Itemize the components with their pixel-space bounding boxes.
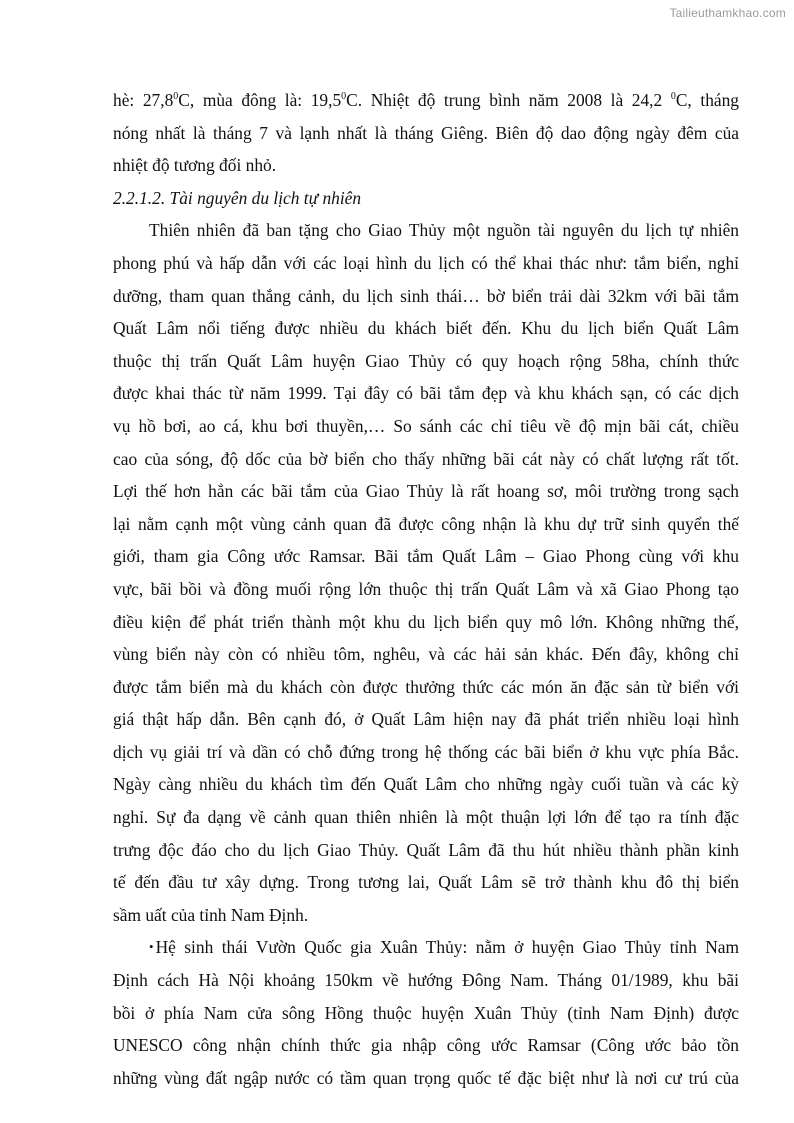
paragraph-line: vùng biển này còn có nhiều tôm, nghêu, và các hải sản khác. Đến đây, không chỉ xyxy=(113,644,739,665)
paragraph-line: điều kiện để phát triển thành một khu du lịch biển quy mô lớn. Không những thế, xyxy=(113,611,739,632)
paragraph-line: Thiên nhiên đã ban tặng cho Giao Thủy một nguồn tài nguyên du lịch tự nhiên xyxy=(149,220,739,241)
paragraph-line: bồi ở phía Nam cửa sông Hồng thuộc huyện Xuân Thủy (tỉnh Nam Định) được xyxy=(113,1002,739,1023)
paragraph-xuan-thuy-park xyxy=(113,931,739,1094)
paragraph-line: thuộc thị trấn Quất Lâm huyện Giao Thủy có quy hoạch rộng 58ha, chính thức xyxy=(113,350,739,371)
intro-line-3: nhiệt độ tương đối nhỏ. xyxy=(113,155,277,176)
intro-line-2: nóng nhất là tháng 7 và lạnh nhất là tháng Giêng. Biên độ dao động ngày đêm của xyxy=(113,122,739,143)
paragraph-line: tế đến đầu tư xây dựng. Trong tương lai, Quất Lâm sẽ trở thành khu đô thị biển xyxy=(113,872,739,893)
paragraph-line: sầm uất của tỉnh Nam Định. xyxy=(113,904,309,925)
bullet-paragraph-line: • Hệ sinh thái Vườn Quốc gia Xuân Thủy: nằm ở huyện Giao Thủy tỉnh Nam xyxy=(113,931,739,964)
paragraph-line: cao của sóng, độ dốc của bờ biển cho thấy những bãi cát này có chất lượng rất tốt. xyxy=(113,448,739,469)
paragraph-line: những vùng đất ngập nước có tầm quan trọng quốc tế đặc biệt như là nơi cư trú của xyxy=(113,1067,739,1088)
paragraph-natural-resources xyxy=(113,214,739,931)
degree-superscript: 0 xyxy=(341,91,347,102)
paragraph-line: được khai thác từ năm 1999. Tại đây có bãi tắm đẹp và khu khách sạn, có các dịch xyxy=(113,383,739,404)
paragraph-line: vụ hồ bơi, ao cá, khu bơi thuyền,… So sánh các chỉ tiêu về độ mịn bãi cát, chiều xyxy=(113,415,739,436)
paragraph-line: UNESCO công nhận chính thức gia nhập công ước Ramsar (Công ước bảo tồn xyxy=(113,1035,739,1056)
degree-superscript: 0 xyxy=(670,91,676,102)
paragraph-line: nghỉ. Sự đa dạng về cảnh quan thiên nhiên là một thuận lợi lớn để tạo ra tính đặc xyxy=(113,807,739,828)
watermark: Tailieuthamkhao.com xyxy=(669,6,786,20)
paragraph-line: trưng độc đáo cho du lịch Giao Thủy. Quất Lâm đã thu hút nhiều thành phần kinh xyxy=(113,839,739,860)
paragraph-line: Ngày càng nhiều du khách tìm đến Quất Lâm cho những ngày cuối tuần và các kỳ xyxy=(113,774,739,795)
paragraph-line: Lợi thế hơn hẳn các bãi tắm của Giao Thủy là rất hoang sơ, môi trường trong sạch xyxy=(113,481,739,502)
paragraph-line: Quất Lâm nổi tiếng được nhiều du khách biết đến. Khu du lịch biển Quất Lâm xyxy=(113,318,739,339)
paragraph-line: Định cách Hà Nội khoảng 150km về hướng Đông Nam. Tháng 01/1989, khu bãi xyxy=(113,970,739,991)
paragraph-line: phong phú và hấp dẫn với các loại hình du lịch có thể khai thác như: tắm biển, nghỉ xyxy=(113,252,739,273)
intro-line-1: hè: 27,8$^0$C, mùa đông là: 19,5$^0$C. Nhiệt độ trung bình năm 2008 là 24,2 $^0$C, tháng xyxy=(113,90,739,110)
paragraph-line: giới, tham gia Công ước Ramsar. Bãi tắm Quất Lâm – Giao Phong cùng với khu xyxy=(113,546,739,567)
paragraph-line: vực, bãi bồi và đồng muối rộng lớn thuộc thị trấn Quất Lâm và xã Giao Phong tạo xyxy=(113,578,739,599)
paragraph-line: giá thật hấp dẫn. Bên cạnh đó, ở Quất Lâm hiện nay đã phát triển nhiều loại hình xyxy=(113,709,739,730)
paragraph-line: dưỡng, tham quan thắng cảnh, du lịch sinh thái… bờ biển trải dài 32km với bãi tắm xyxy=(113,285,739,306)
paragraph-line: được tắm biển mà du khách còn được thưởng thức các món ăn đặc sản từ biển với xyxy=(113,676,739,697)
degree-superscript: 0 xyxy=(173,91,179,102)
section-heading: 2.2.1.2. Tài nguyên du lịch tự nhiên xyxy=(113,187,362,208)
paragraph-line: lại nằm cạnh một vùng cảnh quan đã được công nhận là khu dự trữ sinh quyển thế xyxy=(113,513,739,534)
bullet-icon: • xyxy=(149,939,154,955)
document-page xyxy=(113,84,739,1094)
paragraph-line: dịch vụ giải trí và dần có chỗ đứng trong hệ thống các bãi biển ở khu vực phía Bắc. xyxy=(113,741,739,762)
